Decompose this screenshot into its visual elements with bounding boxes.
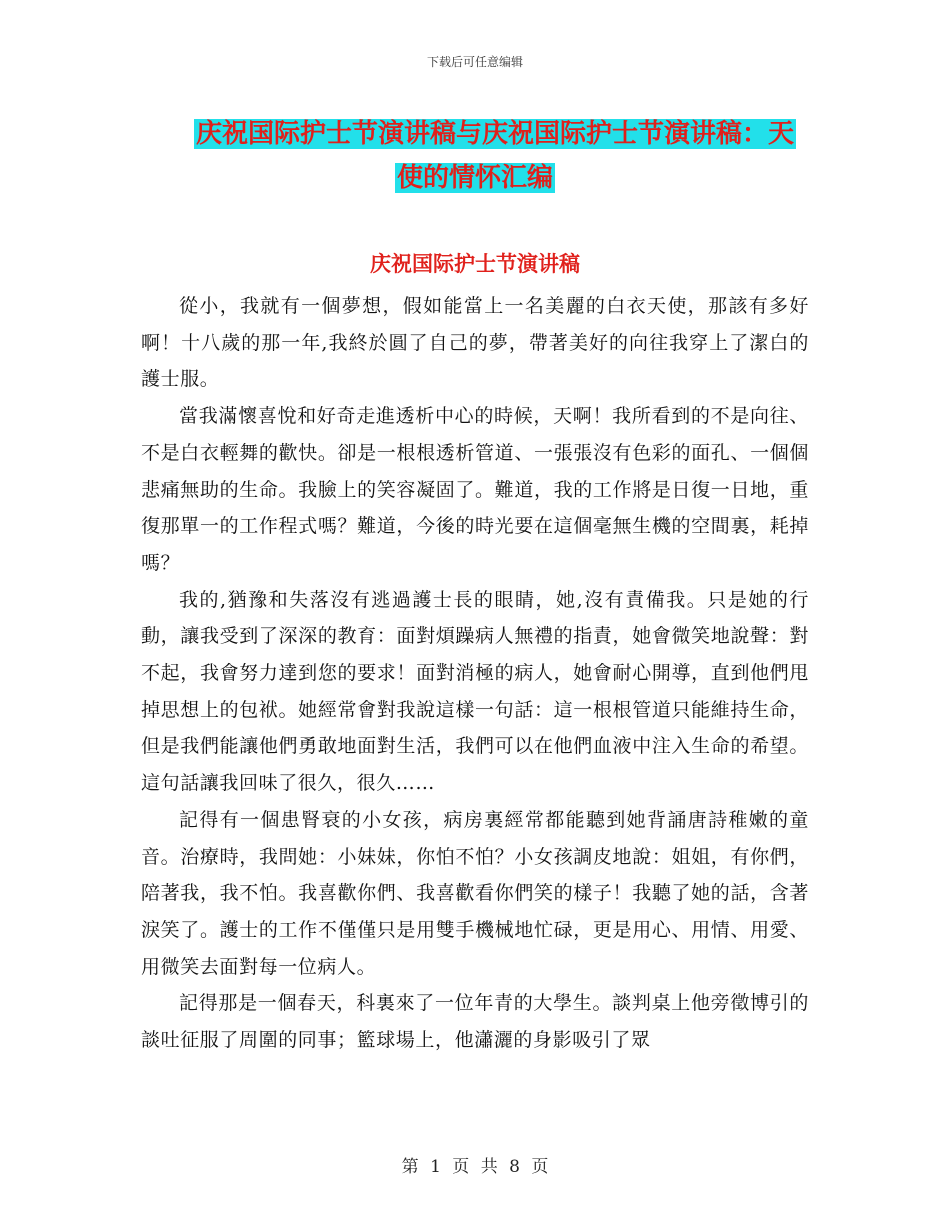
paragraph-2: 當我滿懷喜悅和好奇走進透析中心的時候，天啊！我所看到的不是向往、不是白衣輕舞的歡快。卻是一根根透析管道、一張張沒有色彩的面孔、一個個悲痛無助的生命。我臉上的笑容凝固了。難道，我的工作將是日復一日地，重復那單一的工作程式嗎？難道，今後的時光要在這個毫無生機的空間裏，耗掉嗎？	[141, 405, 809, 574]
title-line-2-text: 使的情怀汇编	[396, 163, 553, 193]
paragraph-3: 我的,猶豫和失落沒有逃過護士長的眼睛，她,沒有責備我。只是她的行動，讓我受到了深深的教育：面對煩躁病人無禮的指責，她會微笑地說聲：對不起，我會努力達到您的要求！面對消極的病人，她會耐心開導，直到他們甩掉思想上的包袱。她經常會對我說這樣一句話：這一根根管道只能維持生命，但是我們能讓他們勇敢地面對生活，我們可以在他們血液中注入生命的希望。這句話讓我回味了很久，很久……	[141, 588, 809, 795]
paragraph-5: 記得那是一個春天，科裏來了一位年青的大學生。談判桌上他旁徵博引的談吐征服了周圍的同事；籃球場上，他瀟灑的身影吸引了眾	[141, 992, 809, 1052]
title-line-1-text: 庆祝国际护士节演讲稿与庆祝国际护士节演讲稿：天	[196, 119, 795, 149]
document-title	[140, 112, 810, 200]
section-heading: 庆祝国际护士节演讲稿	[370, 252, 580, 276]
paragraph-4: 記得有一個患腎衰的小女孩，病房裏經常都能聽到她背誦唐詩稚嫩的童音。治療時，我問她：小妹妹，你怕不怕？小女孩調皮地說：姐姐，有你們，陪著我，我不怕。我喜歡你們、我喜歡看你們笑的樣子！我聽了她的話，含著淚笑了。護士的工作不僅僅只是用雙手機械地忙碌，更是用心、用情、用愛、用微笑去面對每一位病人。	[141, 808, 809, 978]
title-line-2	[140, 156, 810, 200]
page-footer: 第 1 页 共 8 页	[401, 1157, 549, 1177]
body-text	[141, 288, 809, 1059]
title-line-1	[140, 112, 810, 156]
header-note: 下载后可任意编辑	[426, 55, 523, 69]
paragraph-1: 從小，我就有一個夢想，假如能當上一名美麗的白衣天使，那該有多好啊！十八歲的那一年,我終於圓了自己的夢，帶著美好的向往我穿上了潔白的護士服。	[141, 295, 809, 391]
